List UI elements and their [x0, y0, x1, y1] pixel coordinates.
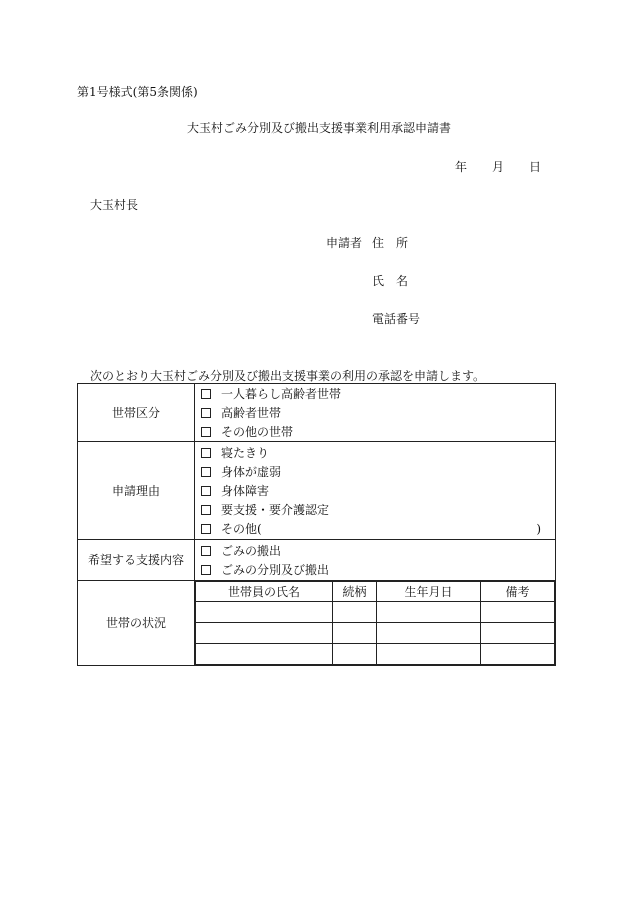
address-label: 住 所: [372, 236, 409, 250]
checkbox-icon[interactable]: [201, 448, 211, 458]
birthdate-cell[interactable]: [377, 602, 481, 623]
birthdate-header: 生年月日: [377, 582, 481, 602]
reason-row: [78, 442, 556, 540]
option-sort-and-carry[interactable]: [195, 560, 555, 579]
household-category-row: [78, 384, 556, 442]
form-number: 第1号様式(第5条関係): [77, 85, 198, 99]
option-other-reason[interactable]: [195, 519, 555, 538]
member-name-cell[interactable]: [196, 602, 333, 623]
option-elderly[interactable]: [195, 403, 555, 422]
member-name-cell[interactable]: [196, 623, 333, 644]
addressee: 大玉村長: [90, 198, 139, 212]
checkbox-icon[interactable]: [201, 546, 211, 556]
option-label: 身体が虚弱: [221, 464, 282, 479]
household-category-options: [195, 384, 556, 442]
option-other-household[interactable]: [195, 422, 555, 441]
household-category-label: 世帯区分: [78, 384, 195, 442]
option-label: 要支援・要介護認定: [221, 502, 330, 517]
date-month-label: 月: [492, 160, 505, 174]
date-line: [455, 160, 541, 174]
checkbox-icon[interactable]: [201, 389, 211, 399]
member-name-cell[interactable]: [196, 644, 333, 665]
option-label: 一人暮らし高齢者世帯: [221, 386, 342, 401]
option-single-elderly[interactable]: [195, 384, 555, 403]
member-row: [196, 623, 555, 644]
intro-text: 次のとおり大玉村ごみ分別及び搬出支援事業の利用の承認を申請します。: [90, 369, 486, 383]
option-care-certified[interactable]: [195, 500, 555, 519]
checkbox-icon[interactable]: [201, 408, 211, 418]
remarks-header: 備考: [481, 582, 555, 602]
remarks-cell[interactable]: [481, 644, 555, 665]
support-label: 希望する支援内容: [78, 540, 195, 581]
relationship-cell[interactable]: [333, 644, 377, 665]
name-label: 氏 名: [372, 274, 409, 288]
household-status-grid: [195, 581, 556, 666]
checkbox-icon[interactable]: [201, 486, 211, 496]
relationship-header: 続柄: [333, 582, 377, 602]
option-label: 高齢者世帯: [221, 405, 282, 420]
document-title: 大玉村ごみ分別及び搬出支援事業利用承認申請書: [186, 121, 451, 135]
option-carry-out[interactable]: [195, 541, 555, 560]
relationship-cell[interactable]: [333, 602, 377, 623]
checkbox-icon[interactable]: [201, 467, 211, 477]
checkbox-icon[interactable]: [201, 524, 211, 534]
option-bedridden[interactable]: [195, 443, 555, 462]
applicant-label: 申請者: [326, 236, 363, 250]
birthdate-cell[interactable]: [377, 623, 481, 644]
support-row: [78, 540, 556, 581]
option-frail[interactable]: [195, 462, 555, 481]
members-table: [195, 581, 555, 665]
remarks-cell[interactable]: [481, 602, 555, 623]
relationship-cell[interactable]: [333, 623, 377, 644]
members-header-row: [196, 582, 555, 602]
application-table: [77, 383, 556, 666]
household-status-row: [78, 581, 556, 666]
option-label: 身体障害: [221, 483, 270, 498]
checkbox-icon[interactable]: [201, 427, 211, 437]
birthdate-cell[interactable]: [377, 644, 481, 665]
member-name-header: 世帯員の氏名: [196, 582, 333, 602]
option-label: ごみの搬出: [221, 543, 282, 558]
reason-label: 申請理由: [78, 442, 195, 540]
option-disability[interactable]: [195, 481, 555, 500]
other-close-paren: ): [536, 521, 541, 536]
date-day-label: 日: [529, 160, 542, 174]
date-year-label: 年: [455, 160, 468, 174]
phone-label: 電話番号: [372, 312, 421, 326]
checkbox-icon[interactable]: [201, 565, 211, 575]
remarks-cell[interactable]: [481, 623, 555, 644]
support-options: [195, 540, 556, 581]
option-label: その他の世帯: [221, 424, 294, 439]
option-label: その他(: [221, 521, 262, 536]
option-label: ごみの分別及び搬出: [221, 562, 330, 577]
household-status-label: 世帯の状況: [78, 581, 195, 666]
checkbox-icon[interactable]: [201, 505, 211, 515]
reason-options: [195, 442, 556, 540]
member-row: [196, 644, 555, 665]
member-row: [196, 602, 555, 623]
option-label: 寝たきり: [221, 445, 270, 460]
